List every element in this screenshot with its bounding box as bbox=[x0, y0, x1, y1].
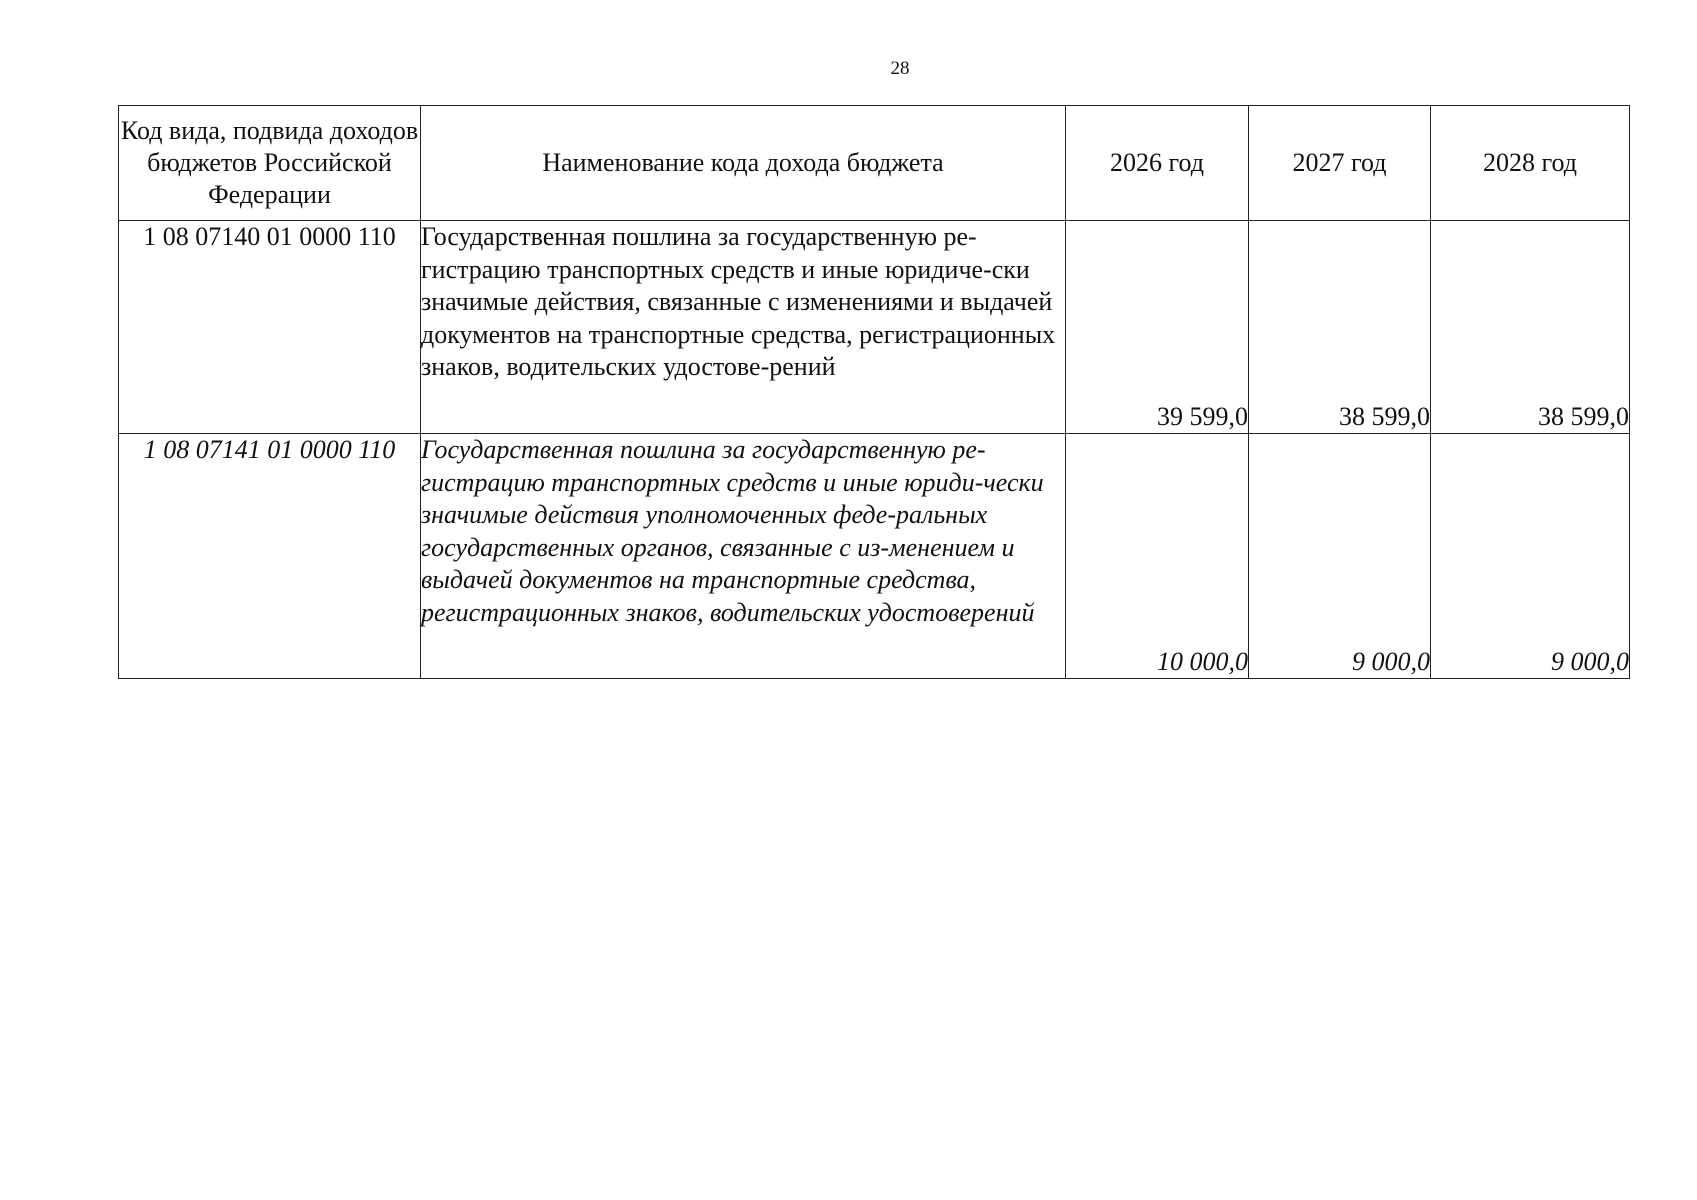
table-row bbox=[119, 434, 1630, 679]
table-header-row bbox=[119, 106, 1630, 221]
amount-2026: 10 000,0 bbox=[1066, 434, 1249, 679]
amount-2028: 9 000,0 bbox=[1431, 434, 1630, 679]
amount-2026: 39 599,0 bbox=[1066, 221, 1249, 434]
header-code: Код вида, подвида доходов бюджетов Российской Федерации bbox=[119, 106, 421, 221]
amount-2027: 38 599,0 bbox=[1249, 221, 1431, 434]
page-number: 28 bbox=[890, 58, 910, 79]
revenue-code: 1 08 07141 01 0000 110 bbox=[119, 434, 421, 679]
header-name: Наименование кода дохода бюджета bbox=[421, 106, 1066, 221]
table-row bbox=[119, 221, 1630, 434]
header-year-2027: 2027 год bbox=[1249, 106, 1431, 221]
amount-2028: 38 599,0 bbox=[1431, 221, 1630, 434]
revenue-code: 1 08 07140 01 0000 110 bbox=[119, 221, 421, 434]
revenue-name: Государственная пошлина за государственную ре-гистрацию транспортных средств и иные юридиче-ски значимые действия, связанные с изменениями и выдачей документов на транспортные средства, регистрационных знаков, водительских удостове-рений bbox=[421, 221, 1066, 434]
header-year-2028: 2028 год bbox=[1431, 106, 1630, 221]
revenue-name: Государственная пошлина за государственную ре-гистрацию транспортных средств и иные юриди-чески значимые действия уполномоченных феде-ральных государственных органов, связанные с из-менением и выдачей документов на транспортные средства, регистрационных знаков, водительских удостоверений bbox=[421, 434, 1066, 679]
amount-2027: 9 000,0 bbox=[1249, 434, 1431, 679]
header-year-2026: 2026 год bbox=[1066, 106, 1249, 221]
budget-revenue-table bbox=[118, 105, 1630, 679]
